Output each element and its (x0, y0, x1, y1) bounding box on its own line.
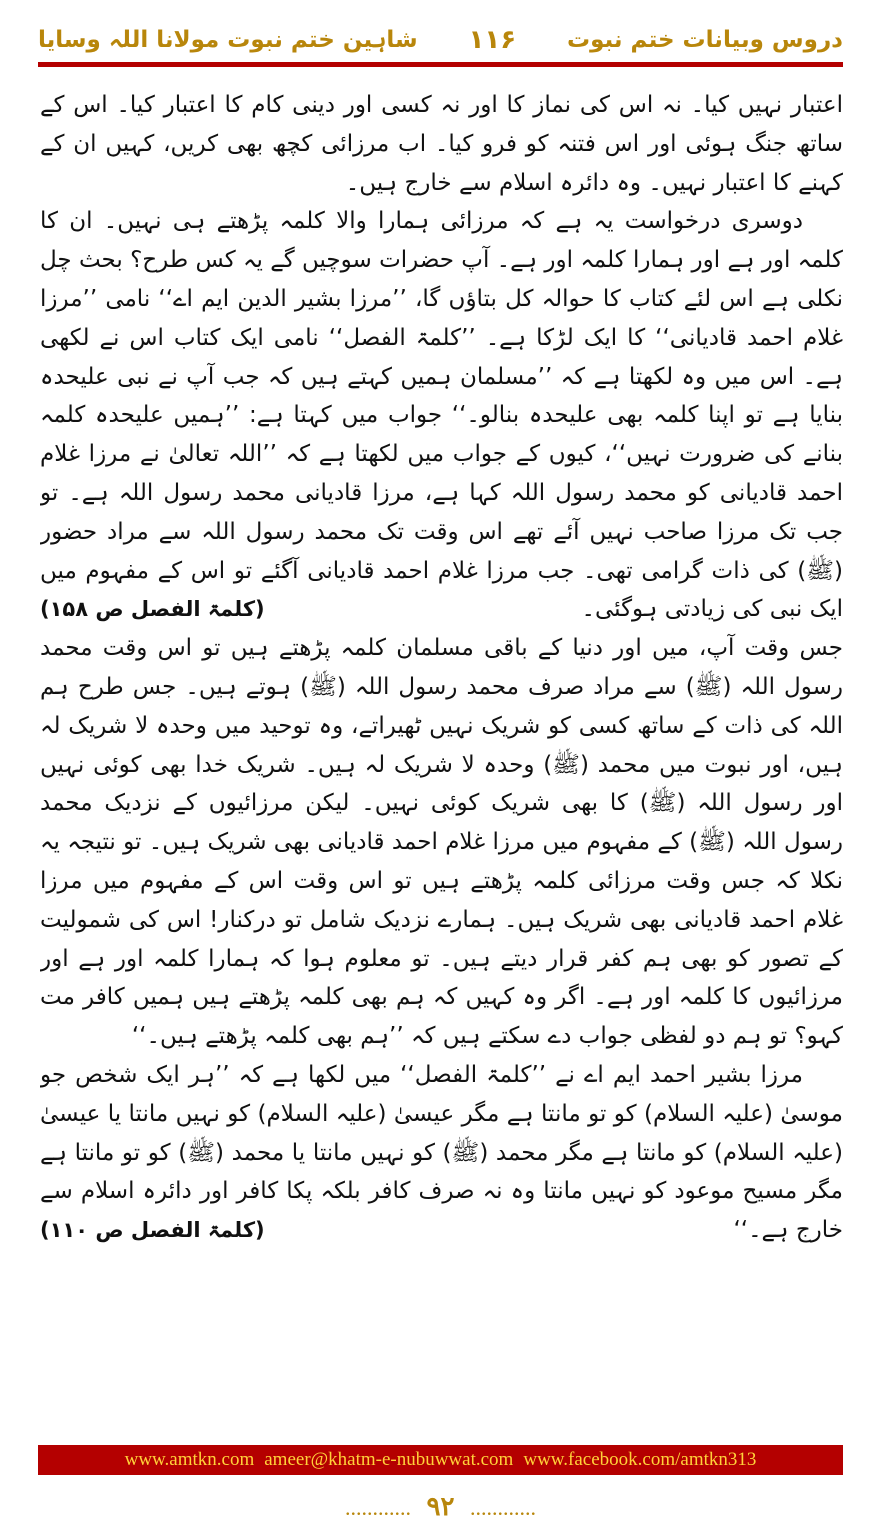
book-title: دروس وبیانات ختم نبوت (566, 27, 843, 53)
footer-dots-right: ............ (469, 1495, 536, 1520)
citation-2: (کلمۃ الفصل ص ۱۱۰) (40, 1218, 265, 1243)
page-footer (0, 1492, 881, 1522)
page-body (40, 86, 843, 1426)
paragraph-2 (40, 202, 843, 629)
page-header (38, 20, 843, 60)
footer-links-bar (38, 1445, 843, 1475)
paragraph-1: اعتبار نہیں کیا۔ نہ اس کی نماز کا اور نہ کسی اور دینی کام کا اعتبار کیا۔ اس کے ساتھ جنگ ہوئی اور اس فتنہ کو فرو کیا۔ اب مرزائی کچھ بھی کریں، کہیں ان کے کہنے کا اعتبار نہیں۔ وہ دائرہ اسلام سے خارج ہیں۔ (40, 92, 843, 196)
paragraph-4 (40, 1056, 843, 1250)
footer-page-number: ۹۲ (426, 1492, 455, 1521)
header-divider (38, 62, 843, 67)
paragraph-2-text: دوسری درخواست یہ ہے کہ مرزائی ہمارا والا کلمہ پڑھتے ہی نہیں۔ ان کا کلمہ اور ہے اور ہمارا کلمہ اور ہے۔ آپ حضرات سوچیں گے یہ کس طرح؟ بحث چل نکلی ہے اس لئے کتاب کا حوالہ کل بتاؤں گا، ’’مرزا بشیر الدین ایم اے‘‘ نامی ’’مرزا غلام احمد قادیانی‘‘ کا ایک لڑکا ہے۔ ’’کلمۃ الفصل‘‘ نامی ایک کتاب اس نے لکھی ہے۔ اس میں وہ لکھتا ہے کہ ’’مسلمان ہمیں کہتے ہیں کہ جب آپ نے نبی علیحدہ بنایا ہے تو اپنا کلمہ بھی علیحدہ بنالو۔‘‘ جواب میں کہتا ہے: ’’ہمیں علیحدہ کلمہ بنانے کی ضرورت نہیں‘‘، کیوں کے جواب میں لکھتا ہے کہ ’’اللہ تعالیٰ نے مرزا غلام احمد قادیانی کو محمد رسول اللہ کہا ہے، مرزا قادیانی محمد رسول اللہ ہے۔ تو جب تک مرزا صاحب نہیں آئے تھے اس وقت تک محمد رسول اللہ سے مراد حضور (ﷺ) کی ذات گرامی تھی۔ جب مرزا غلام احمد قادیانی آگئے تو اس کے مفہوم میں ایک نبی کی زیادتی ہوگئی۔ (40, 208, 843, 623)
website-link[interactable]: www.amtkn.com (124, 1449, 255, 1470)
citation-1: (کلمۃ الفصل ص ۱۵۸) (40, 597, 265, 622)
header-page-number: ۱۱۶ (468, 25, 517, 55)
footer-dots-left: ............ (345, 1495, 412, 1520)
paragraph-3: جس وقت آپ، میں اور دنیا کے باقی مسلمان کلمہ پڑھتے ہیں تو اس وقت محمد رسول اللہ (ﷺ) سے مراد صرف محمد رسول اللہ (ﷺ) ہوتے ہیں۔ جس طرح ہم اللہ کی ذات کے ساتھ کسی کو شریک نہیں ٹھیراتے، وہ توحید میں وحدہ لا شریک لہ ہیں، اور نبوت میں محمد (ﷺ) وحدہ لا شریک لہ ہیں۔ شریک خدا بھی کوئی نہیں اور رسول اللہ (ﷺ) کا بھی شریک کوئی نہیں۔ لیکن مرزائیوں کے نزدیک محمد رسول اللہ (ﷺ) کے مفہوم میں مرزا غلام احمد قادیانی بھی شریک ہیں۔ تو نتیجہ یہ نکلا کہ جس وقت مرزائی کلمہ پڑھتے ہیں تو اس وقت اس کے مفہوم میں مرزا غلام احمد قادیانی بھی شریک ہیں۔ ہمارے نزدیک شامل تو درکنار! اس کی شمولیت کے تصور کو بھی ہم کفر قرار دیتے ہیں۔ تو معلوم ہوا کہ ہمارا کلمہ اور ہے اور مرزائیوں کا کلمہ اور ہے۔ اگر وہ کہیں کہ ہم بھی کلمہ پڑھتے ہیں ہمیں کافر مت کہو؟ تو ہم دو لفظی جواب دے سکتے ہیں کہ ’’ہم بھی کلمہ پڑھتے ہیں۔‘‘ (40, 635, 843, 1050)
series-title: شاہین ختم نبوت مولانا اللہ وسایا (38, 27, 418, 53)
email-link[interactable]: ameer@khatm-e-nubuwwat.com (264, 1449, 514, 1470)
facebook-link[interactable]: www.facebook.com/amtkn313 (523, 1449, 757, 1470)
paragraph-4-text: مرزا بشیر احمد ایم اے نے ’’کلمۃ الفصل‘‘ میں لکھا ہے کہ ’’ہر ایک شخص جو موسیٰ (علیہ السلام) کو تو مانتا ہے مگر عیسیٰ (علیہ السلام) کو نہیں مانتا یا عیسیٰ (علیہ السلام) کو مانتا ہے مگر محمد (ﷺ) کو نہیں مانتا یا محمد (ﷺ) کو تو مانتا ہے مگر مسیح موعود کو نہیں مانتا وہ نہ صرف کافر بلکہ پکا کافر اور دائرہ اسلام سے خارج ہے۔‘‘ (40, 1061, 843, 1244)
